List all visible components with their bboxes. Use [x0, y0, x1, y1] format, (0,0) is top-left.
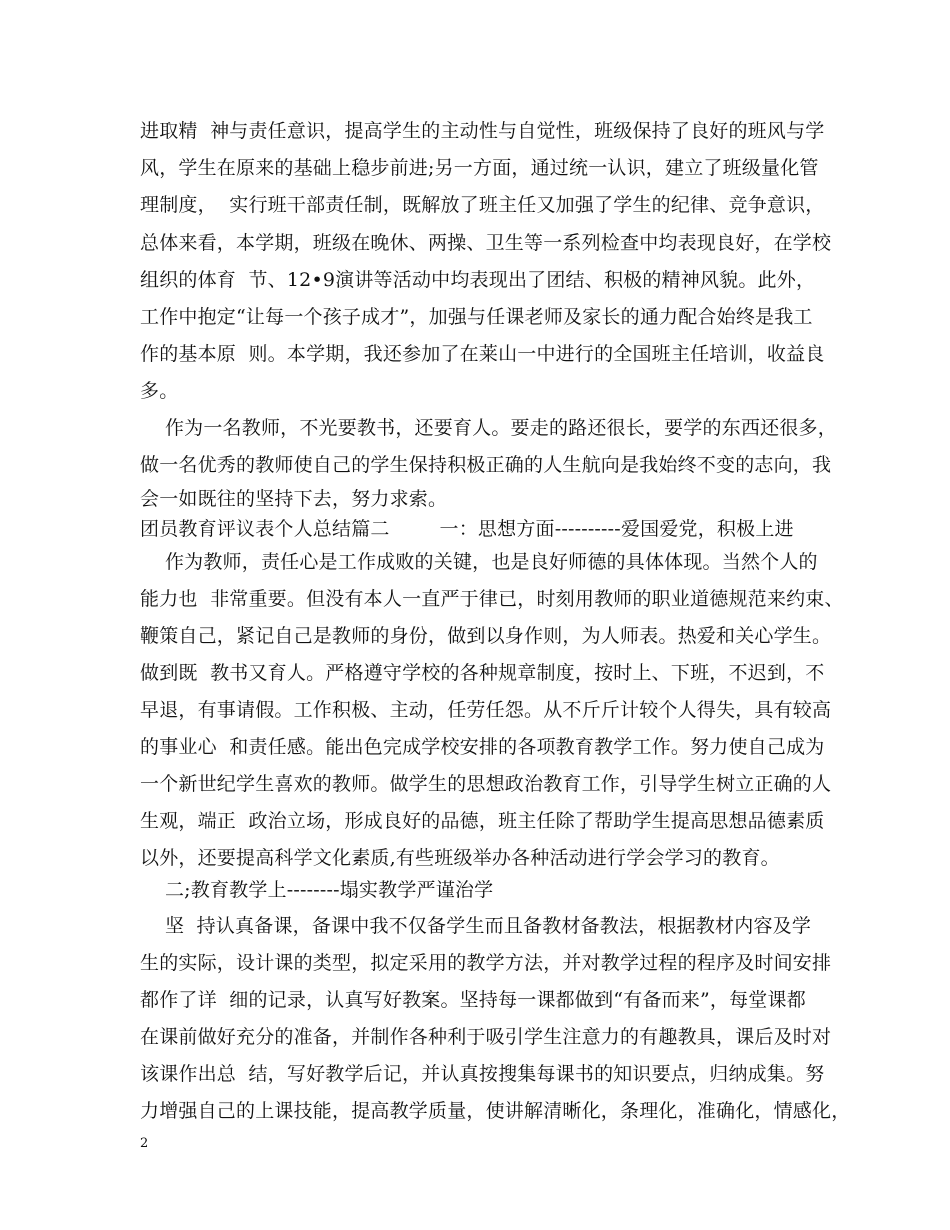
- text-line: 生观，端正 政治立场，形成良好的品德，班主任除了帮助学生提高思想品德素质: [140, 810, 825, 832]
- text-line: 作为教师，责任心是工作成败的关键，也是良好师德的具体体现。当然个人的: [140, 551, 818, 573]
- text-line: 生的实际，设计课的类型，拟定采用的教学方法，并对教学过程的程序及时间安排: [140, 952, 832, 974]
- text-line: 进取精 神与责任意识，提高学生的主动性与自觉性，班级保持了良好的班风与学: [140, 120, 825, 142]
- text-line: 都作了详 细的记录，认真写好教案。坚持每一课都做到“有备而来”，每堂课都: [140, 989, 806, 1011]
- section-heading: 二;教育教学上--------塌实教学严谨治学: [140, 879, 494, 901]
- text-line: 在课前做好充分的准备，并制作各种利于吸引学生注意力的有趣教具，课后及时对: [140, 1026, 832, 1048]
- text-line: 做到既 教书又育人。严格遵守学校的各种规章制度，按时上、下班，不迟到，不: [140, 662, 825, 684]
- text-line: 作为一名教师，不光要教书，还要育人。要走的路还很长，要学的东西还很多，: [140, 417, 837, 439]
- text-line: 做一名优秀的教师使自己的学生保持积极正确的人生航向是我始终不变的志向，我: [140, 454, 832, 476]
- text-line: 风，学生在原来的基础上稳步前进;另一方面，通过统一认识，建立了班级量化管: [140, 157, 819, 179]
- page-number: 2: [140, 1136, 149, 1151]
- text-line: 工作中抱定“让每一个孩子成才”，加强与任课老师及家长的通力配合始终是我工: [140, 306, 813, 328]
- text-line: 总体来看，本学期，班级在晚休、两操、卫生等一系列检查中均表现良好，在学校: [140, 232, 832, 254]
- text-line: 早退，有事请假。工作积极、主动，任劳任怨。从不斤斤计较个人得失，具有较高: [140, 699, 832, 721]
- text-line: 一个新世纪学生喜欢的教师。做学生的思想政治教育工作，引导学生树立正确的人: [140, 773, 832, 795]
- section-heading: 团员教育评议表个人总结篇二 一：思想方面----------爱国爱党，积极上进: [140, 518, 794, 540]
- text-line: 理制度， 实行班干部责任制，既解放了班主任又加强了学生的纪律、竞争意识，: [140, 194, 825, 216]
- text-line: 鞭策自己，紧记自己是教师的身份，做到以身作则，为人师表。热爱和关心学生。: [140, 625, 832, 647]
- text-line: 坚 持认真备课，备课中我不仅备学生而且备教材备教法，根据教材内容及学: [140, 915, 812, 937]
- text-line: 多。: [140, 380, 179, 402]
- text-line: 该课作出总 结，写好教学后记，并认真按搜集每课书的知识要点，归纳成集。努: [140, 1063, 825, 1085]
- text-line: 力增强自己的上课技能，提高教学质量，使讲解清晰化，条理化，准确化，情感化，: [140, 1100, 851, 1122]
- text-line: 能力也 非常重要。但没有本人一直严于律已，时刻用教师的职业道德规范来约束、: [140, 588, 844, 610]
- text-line: 会一如既往的坚持下去，努力求索。: [140, 488, 448, 510]
- text-line: 以外，还要提高科学文化素质,有些班级举办各种活动进行学会学习的教育。: [140, 847, 780, 869]
- text-line: 组织的体育 节、12•9演讲等活动中均表现出了团结、积极的精神风貌。此外，: [140, 269, 816, 291]
- text-line: 的事业心 和责任感。能出色完成学校安排的各项教育教学工作。努力使自己成为: [140, 736, 825, 758]
- text-line: 作的基本原 则。本学期，我还参加了在莱山一中进行的全国班主任培训，收益良: [140, 343, 825, 365]
